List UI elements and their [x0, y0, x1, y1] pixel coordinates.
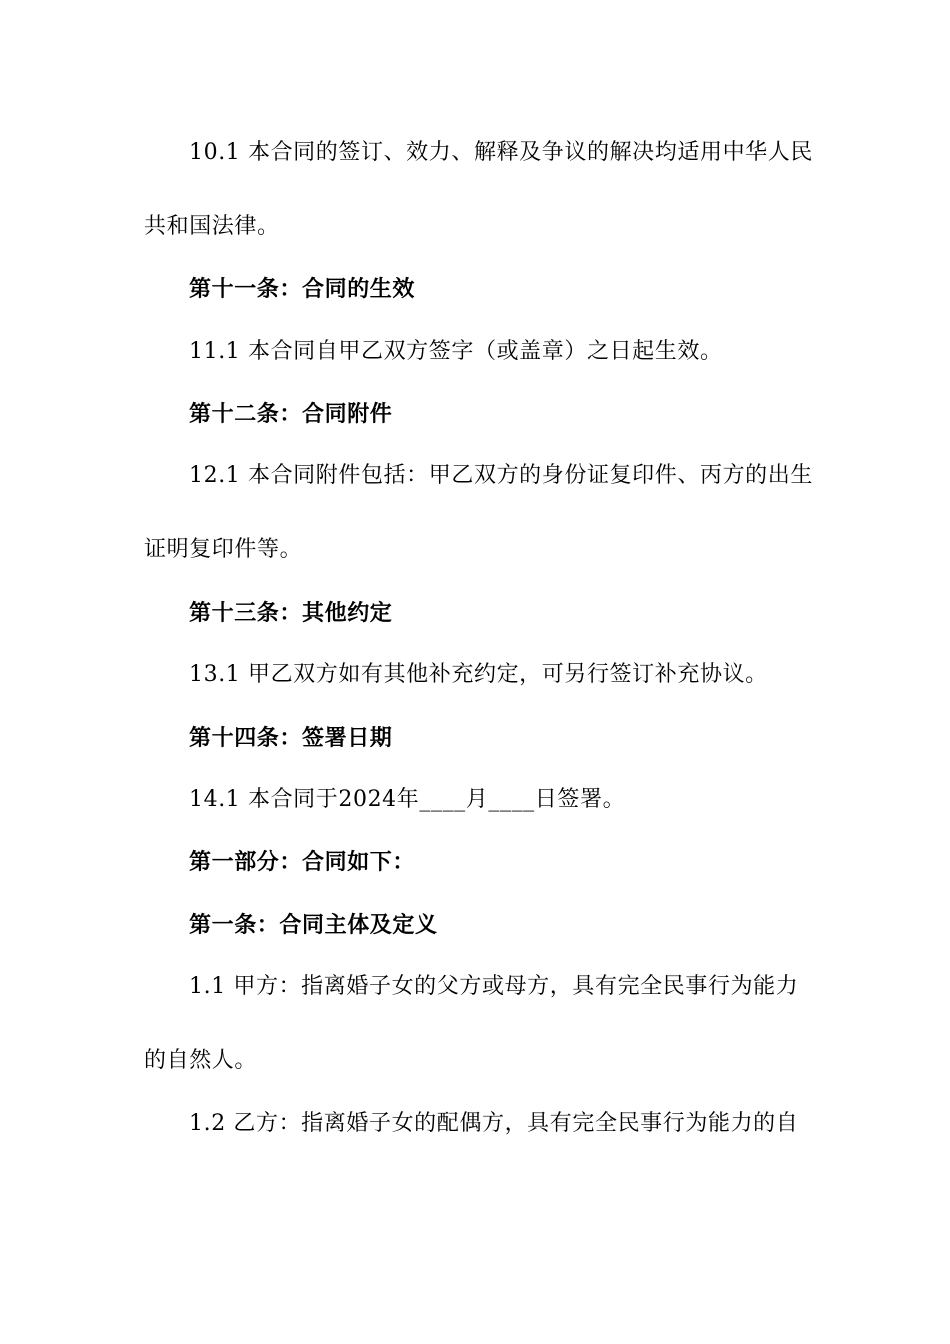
clause-13-1: 13.1 甲乙双方如有其他补充约定，可另行签订补充协议。: [189, 662, 768, 687]
clause-1-1-line-1: 1.1 甲方：指离婚子女的父方或母方，具有完全民事行为能力: [189, 974, 799, 999]
clause-10-1-line-2: 共和国法律。: [144, 214, 280, 239]
article-11-heading: 第十一条：合同的生效: [189, 276, 416, 302]
article-13-heading: 第十三条：其他约定: [189, 600, 393, 626]
clause-10-1-line-1: 10.1 本合同的签订、效力、解释及争议的解决均适用中华人民: [189, 140, 813, 165]
article-14-heading: 第十四条：签署日期: [189, 725, 393, 751]
clause-1-1-line-2: 的自然人。: [144, 1048, 258, 1073]
article-1-heading: 第一条：合同主体及定义: [189, 912, 438, 938]
clause-1-2-line-1: 1.2 乙方：指离婚子女的配偶方，具有完全民事行为能力的自: [189, 1111, 799, 1136]
clause-12-1-line-1: 12.1 本合同附件包括：甲乙双方的身份证复印件、丙方的出生: [189, 463, 813, 488]
article-12-heading: 第十二条：合同附件: [189, 401, 393, 427]
clause-11-1: 11.1 本合同自甲乙双方签字（或盖章）之日起生效。: [189, 339, 723, 364]
part-1-heading: 第一部分：合同如下：: [189, 849, 416, 875]
clause-12-1-line-2: 证明复印件等。: [144, 537, 303, 562]
clause-14-1: 14.1 本合同于2024年____月____日签署。: [189, 787, 626, 812]
